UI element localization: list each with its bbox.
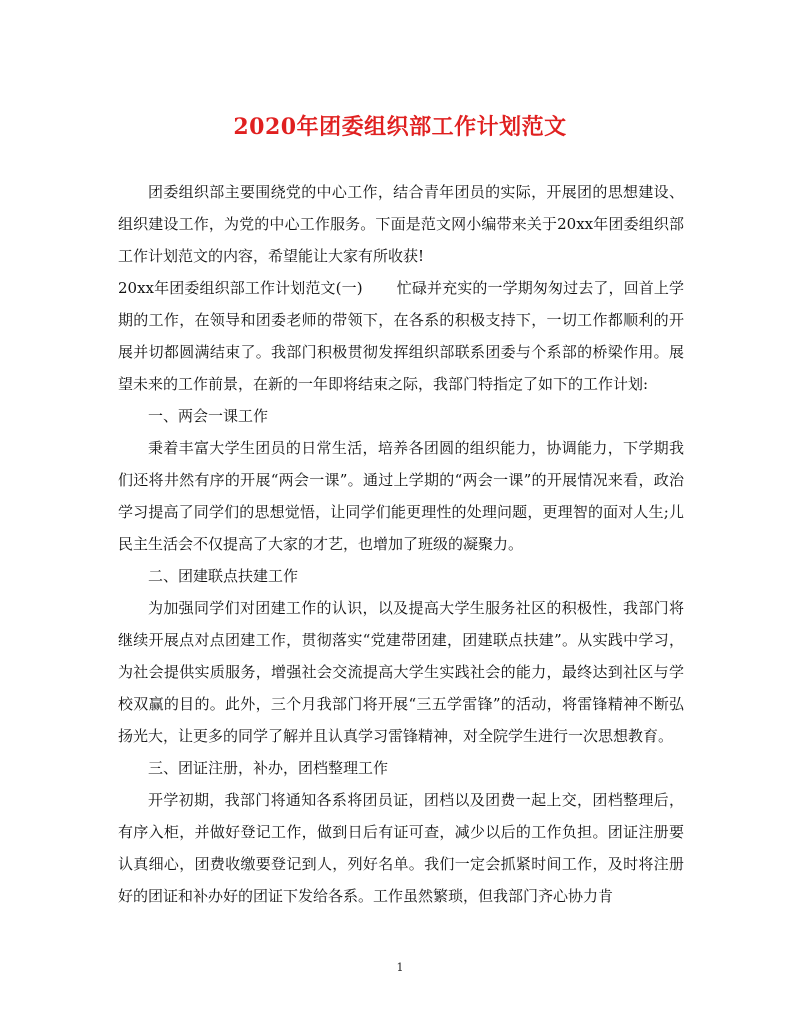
section-heading: 三、团证注册，补办，团档整理工作 (148, 759, 389, 777)
section-paragraph: 秉着丰富大学生团员的日常生活，培养各团圆的组织能力，协调能力，下学期我们还将井然有序的开展“两会一课”。通过上学期的“两会一课”的开展情况来看，政治学习提高了同学们的思想觉悟，让同学们能更理性的处理问题，更理智的面对人生;儿民主生活会不仅提高了大家的才艺，也增加了班级的凝聚力。 (118, 439, 684, 553)
section-paragraph: 为加强同学们对团建工作的认识，以及提高大学生服务社区的积极性，我部门将继续开展点对点团建工作，贯彻落实“党建带团建，团建联点扶建”。从实践中学习，为社会提供实质服务，增强社会交流提高大学生实践社会的能力，最终达到社区与学校双赢的目的。此外，三个月我部门将开展“三五学雷锋”的活动，将雷锋精神不断弘扬光大，让更多的同学了解并且认真学习雷锋精神，对全院学生进行一次思想教育。 (118, 599, 684, 745)
document-title: 2020年团委组织部工作计划范文 (233, 114, 567, 140)
document-body (118, 176, 684, 912)
page-number: 1 (396, 961, 404, 974)
section-heading: 一、两会一课工作 (148, 407, 269, 425)
opening-paragraph (118, 272, 684, 400)
opening-text: 忙碌并充实的一学期匆匆过去了，回首上学期的工作，在领导和团委老师的带领下，在各系的积极支持下，一切工作都顺利的开展并切都圆满结束了。我部门积极贯彻发挥组织部联系团委与个系部的桥梁作用。展望未来的工作前景，在新的一年即将结束之际，我部门特指定了如下的工作计划: (118, 279, 684, 393)
section-heading: 二、团建联点扶建工作 (148, 567, 299, 585)
section-paragraph: 开学初期，我部门将通知各系将团员证，团档以及团费一起上交，团档整理后，有序入柜，并做好登记工作，做到日后有证可查，减少以后的工作负担。团证注册要认真细心，团费收缴要登记到人，列好名单。我们一定会抓紧时间工作，及时将注册好的团证和补办好的团证下发给各系。工作虽然繁琐，但我部门齐心协力肯 (118, 791, 684, 905)
sub-title: 20xx年团委组织部工作计划范文(一) (118, 279, 363, 297)
intro-paragraph: 团委组织部主要围绕党的中心工作，结合青年团员的实际，开展团的思想建设、组织建设工作，为党的中心工作服务。下面是范文网小编带来关于20xx年团委组织部工作计划范文的内容，希望能让大家有所收获! (118, 183, 684, 265)
